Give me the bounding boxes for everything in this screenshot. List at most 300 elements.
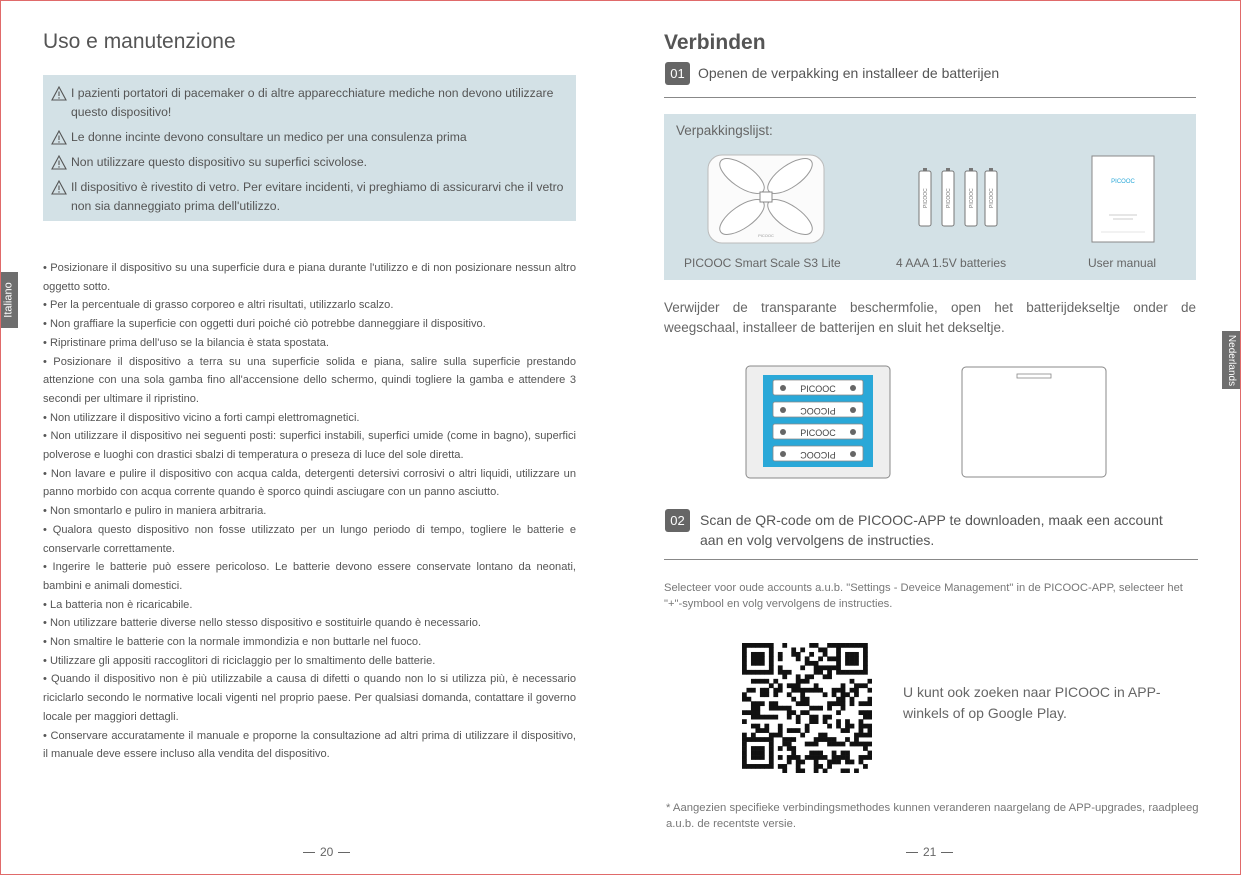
qr-module bbox=[850, 661, 855, 666]
qr-module bbox=[863, 661, 868, 666]
app-store-hint: U kunt ook zoeken naar PICOOC in APP-winkels of op Google Play. bbox=[903, 684, 1161, 721]
qr-module bbox=[751, 764, 756, 769]
old-account-note: Selecteer voor oude accounts a.u.b. "Settings - Deveice Management" in de PICOOC-APP, selecteer het "+"-symbool en volg vervolgens de instructies. bbox=[664, 582, 1183, 610]
qr-module bbox=[742, 755, 747, 760]
qr-module bbox=[841, 643, 846, 648]
qr-module bbox=[796, 769, 801, 773]
qr-module bbox=[823, 692, 828, 697]
qr-module bbox=[746, 737, 751, 742]
qr-module bbox=[751, 715, 756, 720]
qr-module bbox=[845, 724, 850, 729]
warning-icon bbox=[51, 155, 67, 170]
qr-module bbox=[773, 688, 778, 693]
battery-label: PICOOC bbox=[989, 188, 995, 208]
qr-module bbox=[805, 710, 810, 715]
qr-module bbox=[814, 719, 819, 724]
qr-module bbox=[800, 701, 805, 706]
qr-module bbox=[769, 643, 774, 648]
qr-module bbox=[827, 715, 832, 720]
qr-module bbox=[854, 683, 859, 688]
qr-module bbox=[796, 688, 801, 693]
qr-module bbox=[751, 643, 756, 648]
qr-module bbox=[850, 670, 855, 675]
battery-label: PICOOC bbox=[800, 406, 836, 416]
qr-module bbox=[769, 701, 774, 706]
qr-module bbox=[818, 755, 823, 760]
qr-module bbox=[818, 706, 823, 711]
qr-module bbox=[791, 728, 796, 733]
packing-item-batteries: 4 AAA 1.5V batteries bbox=[896, 256, 1007, 270]
qr-module bbox=[818, 647, 823, 652]
qr-module bbox=[764, 737, 769, 742]
warning-text: Le donne incinte devono consultare un medico per una consulenza prima bbox=[71, 130, 467, 144]
qr-module bbox=[859, 742, 864, 747]
qr-module bbox=[845, 670, 850, 675]
qr-module bbox=[850, 643, 855, 648]
qr-module bbox=[751, 661, 756, 666]
qr-module bbox=[742, 742, 747, 747]
qr-module bbox=[836, 661, 841, 666]
qr-module bbox=[805, 701, 810, 706]
qr-module bbox=[760, 643, 765, 648]
qr-module bbox=[850, 697, 855, 702]
warning-icon bbox=[51, 180, 67, 195]
qr-module bbox=[755, 670, 760, 675]
qr-module bbox=[863, 715, 868, 720]
qr-module bbox=[751, 755, 756, 760]
qr-module bbox=[746, 688, 751, 693]
qr-module bbox=[805, 697, 810, 702]
qr-module bbox=[742, 751, 747, 756]
qr-module bbox=[778, 665, 783, 670]
qr-module bbox=[863, 733, 868, 738]
qr-module bbox=[746, 710, 751, 715]
qr-module bbox=[769, 755, 774, 760]
qr-module bbox=[791, 751, 796, 756]
qr-module bbox=[751, 688, 756, 693]
warning-item bbox=[51, 153, 566, 172]
qr-module bbox=[769, 670, 774, 675]
list-item: • Utilizzare gli appositi raccoglitori di riciclaggio per lo smaltimento delle batterie. bbox=[43, 654, 436, 667]
qr-module bbox=[742, 710, 747, 715]
qr-module bbox=[764, 670, 769, 675]
qr-module bbox=[742, 760, 747, 765]
qr-module bbox=[868, 697, 872, 702]
qr-module bbox=[836, 701, 841, 706]
qr-module bbox=[814, 670, 819, 675]
qr-code-image bbox=[742, 643, 872, 773]
qr-module bbox=[742, 697, 747, 702]
qr-module bbox=[782, 769, 787, 773]
list-item: • Qualora questo dispositivo non fosse utilizzato per un lungo periodo di tempo, togliere le batterie e conservarle correttamente. bbox=[43, 523, 576, 555]
qr-module bbox=[760, 701, 765, 706]
qr-module bbox=[805, 674, 810, 679]
qr-module bbox=[755, 652, 760, 657]
qr-module bbox=[863, 701, 868, 706]
qr-module bbox=[823, 719, 828, 724]
qr-module bbox=[832, 692, 837, 697]
qr-module bbox=[782, 674, 787, 679]
qr-module bbox=[859, 724, 864, 729]
qr-module bbox=[868, 751, 872, 756]
packing-item-scale: PICOOC Smart Scale S3 Lite bbox=[684, 256, 841, 270]
qr-module bbox=[854, 742, 859, 747]
qr-module bbox=[760, 679, 765, 684]
qr-module bbox=[751, 706, 756, 711]
qr-module bbox=[845, 719, 850, 724]
qr-module bbox=[850, 652, 855, 657]
qr-module bbox=[778, 670, 783, 675]
qr-module bbox=[751, 670, 756, 675]
qr-module bbox=[814, 643, 819, 648]
qr-module bbox=[863, 665, 868, 670]
qr-module bbox=[818, 751, 823, 756]
qr-module bbox=[746, 697, 751, 702]
qr-module bbox=[805, 688, 810, 693]
qr-module bbox=[742, 737, 747, 742]
battery-label: PICOOC bbox=[800, 428, 836, 438]
qr-module bbox=[863, 656, 868, 661]
step-1-text: Openen de verpakking en installeer de batterijen bbox=[698, 65, 1000, 81]
qr-module bbox=[868, 701, 872, 706]
qr-module bbox=[836, 670, 841, 675]
qr-module bbox=[841, 683, 846, 688]
qr-module bbox=[769, 737, 774, 742]
qr-module bbox=[850, 679, 855, 684]
qr-module bbox=[863, 724, 868, 729]
qr-module bbox=[755, 643, 760, 648]
qr-module bbox=[868, 742, 872, 747]
list-item: • Non smontarlo e puliro in maniera arbitraria. bbox=[43, 505, 267, 518]
qr-module bbox=[814, 715, 819, 720]
qr-module bbox=[751, 724, 756, 729]
qr-module bbox=[805, 728, 810, 733]
qr-module bbox=[832, 737, 837, 742]
qr-module bbox=[760, 737, 765, 742]
list-item: • Non graffiare la superficie con oggetti duri poiché ciò potrebbe danneggiare il dispositivo. bbox=[43, 318, 486, 331]
qr-module bbox=[800, 688, 805, 693]
qr-module bbox=[809, 719, 814, 724]
list-item: • Non utilizzare il dispositivo nei seguenti posti: superfici instabili, superfici umide (come in bagno), superfici polverose e luoghi con drastici sbalzi di temperatura o preseza di luce del sole diretta. bbox=[43, 430, 576, 462]
qr-module bbox=[836, 665, 841, 670]
qr-module bbox=[814, 665, 819, 670]
list-item: • La batteria non è ricaricabile. bbox=[43, 598, 193, 611]
batteries-image bbox=[918, 168, 998, 228]
qr-module bbox=[778, 764, 783, 769]
qr-module bbox=[859, 710, 864, 715]
qr-module bbox=[836, 643, 841, 648]
list-item: • Quando il dispositivo non è più utilizzabile a causa di difetti o quando non lo si utilizza più, è necessario riciclarlo secondo le normative locali vigenti nel proprio paese. Per qualsiasi domanda, contattare il governo locale per maggiori dettagli. bbox=[43, 673, 576, 723]
packing-list-panel bbox=[664, 114, 1196, 280]
qr-module bbox=[868, 710, 872, 715]
qr-module bbox=[809, 652, 814, 657]
page-number-value: 21 bbox=[923, 845, 937, 859]
qr-module bbox=[742, 764, 747, 769]
qr-module bbox=[818, 670, 823, 675]
qr-module bbox=[778, 683, 783, 688]
qr-module bbox=[773, 701, 778, 706]
qr-module bbox=[764, 679, 769, 684]
page-number-value: 20 bbox=[320, 845, 334, 859]
qr-module bbox=[800, 733, 805, 738]
qr-module bbox=[859, 701, 864, 706]
qr-module bbox=[850, 701, 855, 706]
qr-module bbox=[791, 737, 796, 742]
list-item: • Posizionare il dispositivo a terra su una superficie solida e piana, salire sulla superficie prestando attenzione con una sola gamba fino all'accensione dello schermo, quindi togliere la gamba e attendere 3 secondi per ultimare il ripristino. bbox=[43, 355, 576, 405]
qr-module bbox=[755, 715, 760, 720]
qr-module bbox=[782, 643, 787, 648]
qr-module bbox=[868, 715, 872, 720]
qr-module bbox=[787, 706, 792, 711]
qr-module bbox=[773, 706, 778, 711]
qr-module bbox=[787, 715, 792, 720]
qr-module bbox=[751, 737, 756, 742]
qr-module bbox=[755, 751, 760, 756]
qr-module bbox=[755, 755, 760, 760]
qr-module bbox=[832, 643, 837, 648]
language-tab-italiano bbox=[0, 272, 18, 328]
qr-module bbox=[823, 665, 828, 670]
qr-module bbox=[836, 688, 841, 693]
qr-module bbox=[836, 656, 841, 661]
qr-module bbox=[760, 715, 765, 720]
divider bbox=[664, 97, 1196, 98]
qr-module bbox=[769, 733, 774, 738]
qr-module bbox=[818, 656, 823, 661]
qr-module bbox=[769, 656, 774, 661]
qr-module bbox=[809, 674, 814, 679]
qr-module bbox=[796, 728, 801, 733]
qr-module bbox=[769, 764, 774, 769]
qr-module bbox=[751, 751, 756, 756]
qr-module bbox=[760, 688, 765, 693]
qr-module bbox=[845, 769, 850, 773]
qr-module bbox=[832, 755, 837, 760]
qr-module bbox=[791, 683, 796, 688]
qr-module bbox=[827, 706, 832, 711]
warning-text: Non utilizzare questo dispositivo su superfici scivolose. bbox=[71, 155, 368, 169]
qr-module bbox=[863, 764, 868, 769]
list-item: • Non utilizzare batterie diverse nello stesso dispositivo e sostituirle quando è necessario. bbox=[43, 617, 482, 630]
qr-module bbox=[755, 728, 760, 733]
qr-module bbox=[863, 643, 868, 648]
qr-module bbox=[823, 737, 828, 742]
battery-install-description: Verwijder de transparante beschermfolie, open het batterijdekseltje onder de weegschaal, installeer de batterijen en sluit het dekseltje. bbox=[664, 300, 1196, 335]
qr-module bbox=[778, 652, 783, 657]
qr-module bbox=[854, 643, 859, 648]
qr-module bbox=[854, 670, 859, 675]
qr-module bbox=[814, 706, 819, 711]
qr-module bbox=[809, 661, 814, 666]
warning-text: Il dispositivo è rivestito di vetro. Per evitare incidenti, vi preghiamo di assicurarvi che il vetro non sia danneggiato prima dell'utilizzo. bbox=[71, 180, 564, 213]
list-item: • Ingerire le batterie può essere pericoloso. Le batterie devono essere conservate lontano da neonati, bambini e animali domestici. bbox=[43, 561, 576, 592]
qr-module bbox=[791, 652, 796, 657]
battery-label: PICOOC bbox=[969, 188, 975, 208]
qr-module bbox=[769, 661, 774, 666]
qr-module bbox=[841, 688, 846, 693]
smart-scale-image bbox=[707, 154, 825, 244]
qr-module bbox=[836, 710, 841, 715]
qr-module bbox=[782, 670, 787, 675]
qr-module bbox=[742, 661, 747, 666]
qr-module bbox=[755, 710, 760, 715]
qr-module bbox=[818, 733, 823, 738]
qr-module bbox=[760, 652, 765, 657]
qr-module bbox=[836, 697, 841, 702]
qr-module bbox=[859, 643, 864, 648]
qr-module bbox=[809, 688, 814, 693]
battery-compartment-image bbox=[745, 365, 891, 479]
qr-module bbox=[854, 733, 859, 738]
qr-module bbox=[832, 688, 837, 693]
qr-module bbox=[800, 760, 805, 765]
qr-module bbox=[778, 755, 783, 760]
warning-item bbox=[51, 128, 566, 147]
qr-module bbox=[854, 737, 859, 742]
qr-module bbox=[841, 728, 846, 733]
qr-module bbox=[850, 688, 855, 693]
qr-module bbox=[746, 764, 751, 769]
qr-module bbox=[836, 719, 841, 724]
qr-module bbox=[796, 715, 801, 720]
qr-module bbox=[814, 760, 819, 765]
qr-module bbox=[850, 742, 855, 747]
qr-module bbox=[827, 643, 832, 648]
qr-module bbox=[863, 647, 868, 652]
qr-module bbox=[773, 692, 778, 697]
qr-module bbox=[751, 710, 756, 715]
qr-module bbox=[796, 674, 801, 679]
qr-module bbox=[845, 737, 850, 742]
qr-module bbox=[769, 742, 774, 747]
qr-module bbox=[805, 724, 810, 729]
qr-module bbox=[823, 674, 828, 679]
qr-module bbox=[782, 737, 787, 742]
qr-module bbox=[805, 656, 810, 661]
qr-module bbox=[755, 746, 760, 751]
qr-module bbox=[809, 706, 814, 711]
qr-module bbox=[805, 755, 810, 760]
qr-module bbox=[769, 751, 774, 756]
qr-module bbox=[805, 742, 810, 747]
qr-module bbox=[863, 746, 868, 751]
qr-module bbox=[769, 647, 774, 652]
qr-module bbox=[814, 764, 819, 769]
language-tab-label: Italiano bbox=[3, 282, 16, 318]
qr-module bbox=[778, 746, 783, 751]
qr-module bbox=[854, 652, 859, 657]
qr-module bbox=[800, 647, 805, 652]
qr-module bbox=[787, 683, 792, 688]
qr-module bbox=[832, 742, 837, 747]
qr-module bbox=[764, 764, 769, 769]
qr-module bbox=[755, 656, 760, 661]
qr-module bbox=[814, 688, 819, 693]
qr-module bbox=[742, 643, 747, 648]
qr-module bbox=[746, 670, 751, 675]
qr-module bbox=[827, 737, 832, 742]
qr-module bbox=[755, 764, 760, 769]
qr-module bbox=[791, 688, 796, 693]
qr-module bbox=[805, 679, 810, 684]
qr-module bbox=[850, 724, 855, 729]
qr-module bbox=[796, 652, 801, 657]
qr-module bbox=[859, 733, 864, 738]
qr-module bbox=[868, 679, 872, 684]
qr-module bbox=[751, 679, 756, 684]
battery-label: PICOOC bbox=[946, 188, 952, 208]
divider bbox=[664, 559, 1198, 560]
qr-module bbox=[854, 656, 859, 661]
list-item: • Posizionare il dispositivo su una superficie dura e piana durante l'utilizzo e di non posizionare nessun altro oggetto sotto. bbox=[43, 262, 576, 293]
qr-module bbox=[809, 755, 814, 760]
qr-module bbox=[742, 647, 747, 652]
qr-module bbox=[796, 683, 801, 688]
qr-module bbox=[782, 764, 787, 769]
qr-module bbox=[823, 647, 828, 652]
qr-module bbox=[814, 769, 819, 773]
qr-module bbox=[742, 665, 747, 670]
qr-module bbox=[832, 751, 837, 756]
qr-module bbox=[859, 670, 864, 675]
qr-module bbox=[800, 769, 805, 773]
qr-module bbox=[868, 724, 872, 729]
packing-list-label: Verpakkingslijst: bbox=[676, 123, 773, 138]
qr-module bbox=[800, 710, 805, 715]
qr-module bbox=[769, 715, 774, 720]
qr-module bbox=[809, 751, 814, 756]
qr-module bbox=[859, 755, 864, 760]
qr-module bbox=[832, 760, 837, 765]
step-badge-01: 01 bbox=[665, 62, 690, 85]
battery-label: PICOOC bbox=[923, 188, 929, 208]
qr-module bbox=[814, 661, 819, 666]
closed-lid-image bbox=[961, 366, 1107, 478]
qr-module bbox=[868, 755, 872, 760]
qr-module bbox=[773, 679, 778, 684]
qr-module bbox=[814, 737, 819, 742]
qr-module bbox=[836, 652, 841, 657]
qr-module bbox=[827, 656, 832, 661]
qr-module bbox=[854, 692, 859, 697]
qr-module bbox=[868, 728, 872, 733]
qr-module bbox=[841, 751, 846, 756]
qr-module bbox=[764, 728, 769, 733]
qr-module bbox=[760, 670, 765, 675]
qr-module bbox=[827, 701, 832, 706]
qr-module bbox=[773, 715, 778, 720]
page-title-left: Uso e manutenzione bbox=[43, 30, 236, 53]
warning-item bbox=[51, 84, 566, 122]
qr-module bbox=[787, 728, 792, 733]
qr-module bbox=[836, 742, 841, 747]
qr-module bbox=[845, 652, 850, 657]
qr-module bbox=[809, 715, 814, 720]
maintenance-list bbox=[43, 259, 576, 764]
qr-module bbox=[863, 683, 868, 688]
qr-module bbox=[800, 679, 805, 684]
list-item: • Per la percentuale di grasso corporeo e altri risultati, utilizzarlo scalzo. bbox=[43, 299, 394, 312]
qr-module bbox=[832, 701, 837, 706]
page-number-right bbox=[901, 845, 958, 859]
qr-module bbox=[787, 760, 792, 765]
qr-module bbox=[827, 742, 832, 747]
qr-module bbox=[800, 692, 805, 697]
qr-module bbox=[827, 724, 832, 729]
qr-module bbox=[827, 674, 832, 679]
qr-module bbox=[796, 679, 801, 684]
qr-module bbox=[805, 661, 810, 666]
